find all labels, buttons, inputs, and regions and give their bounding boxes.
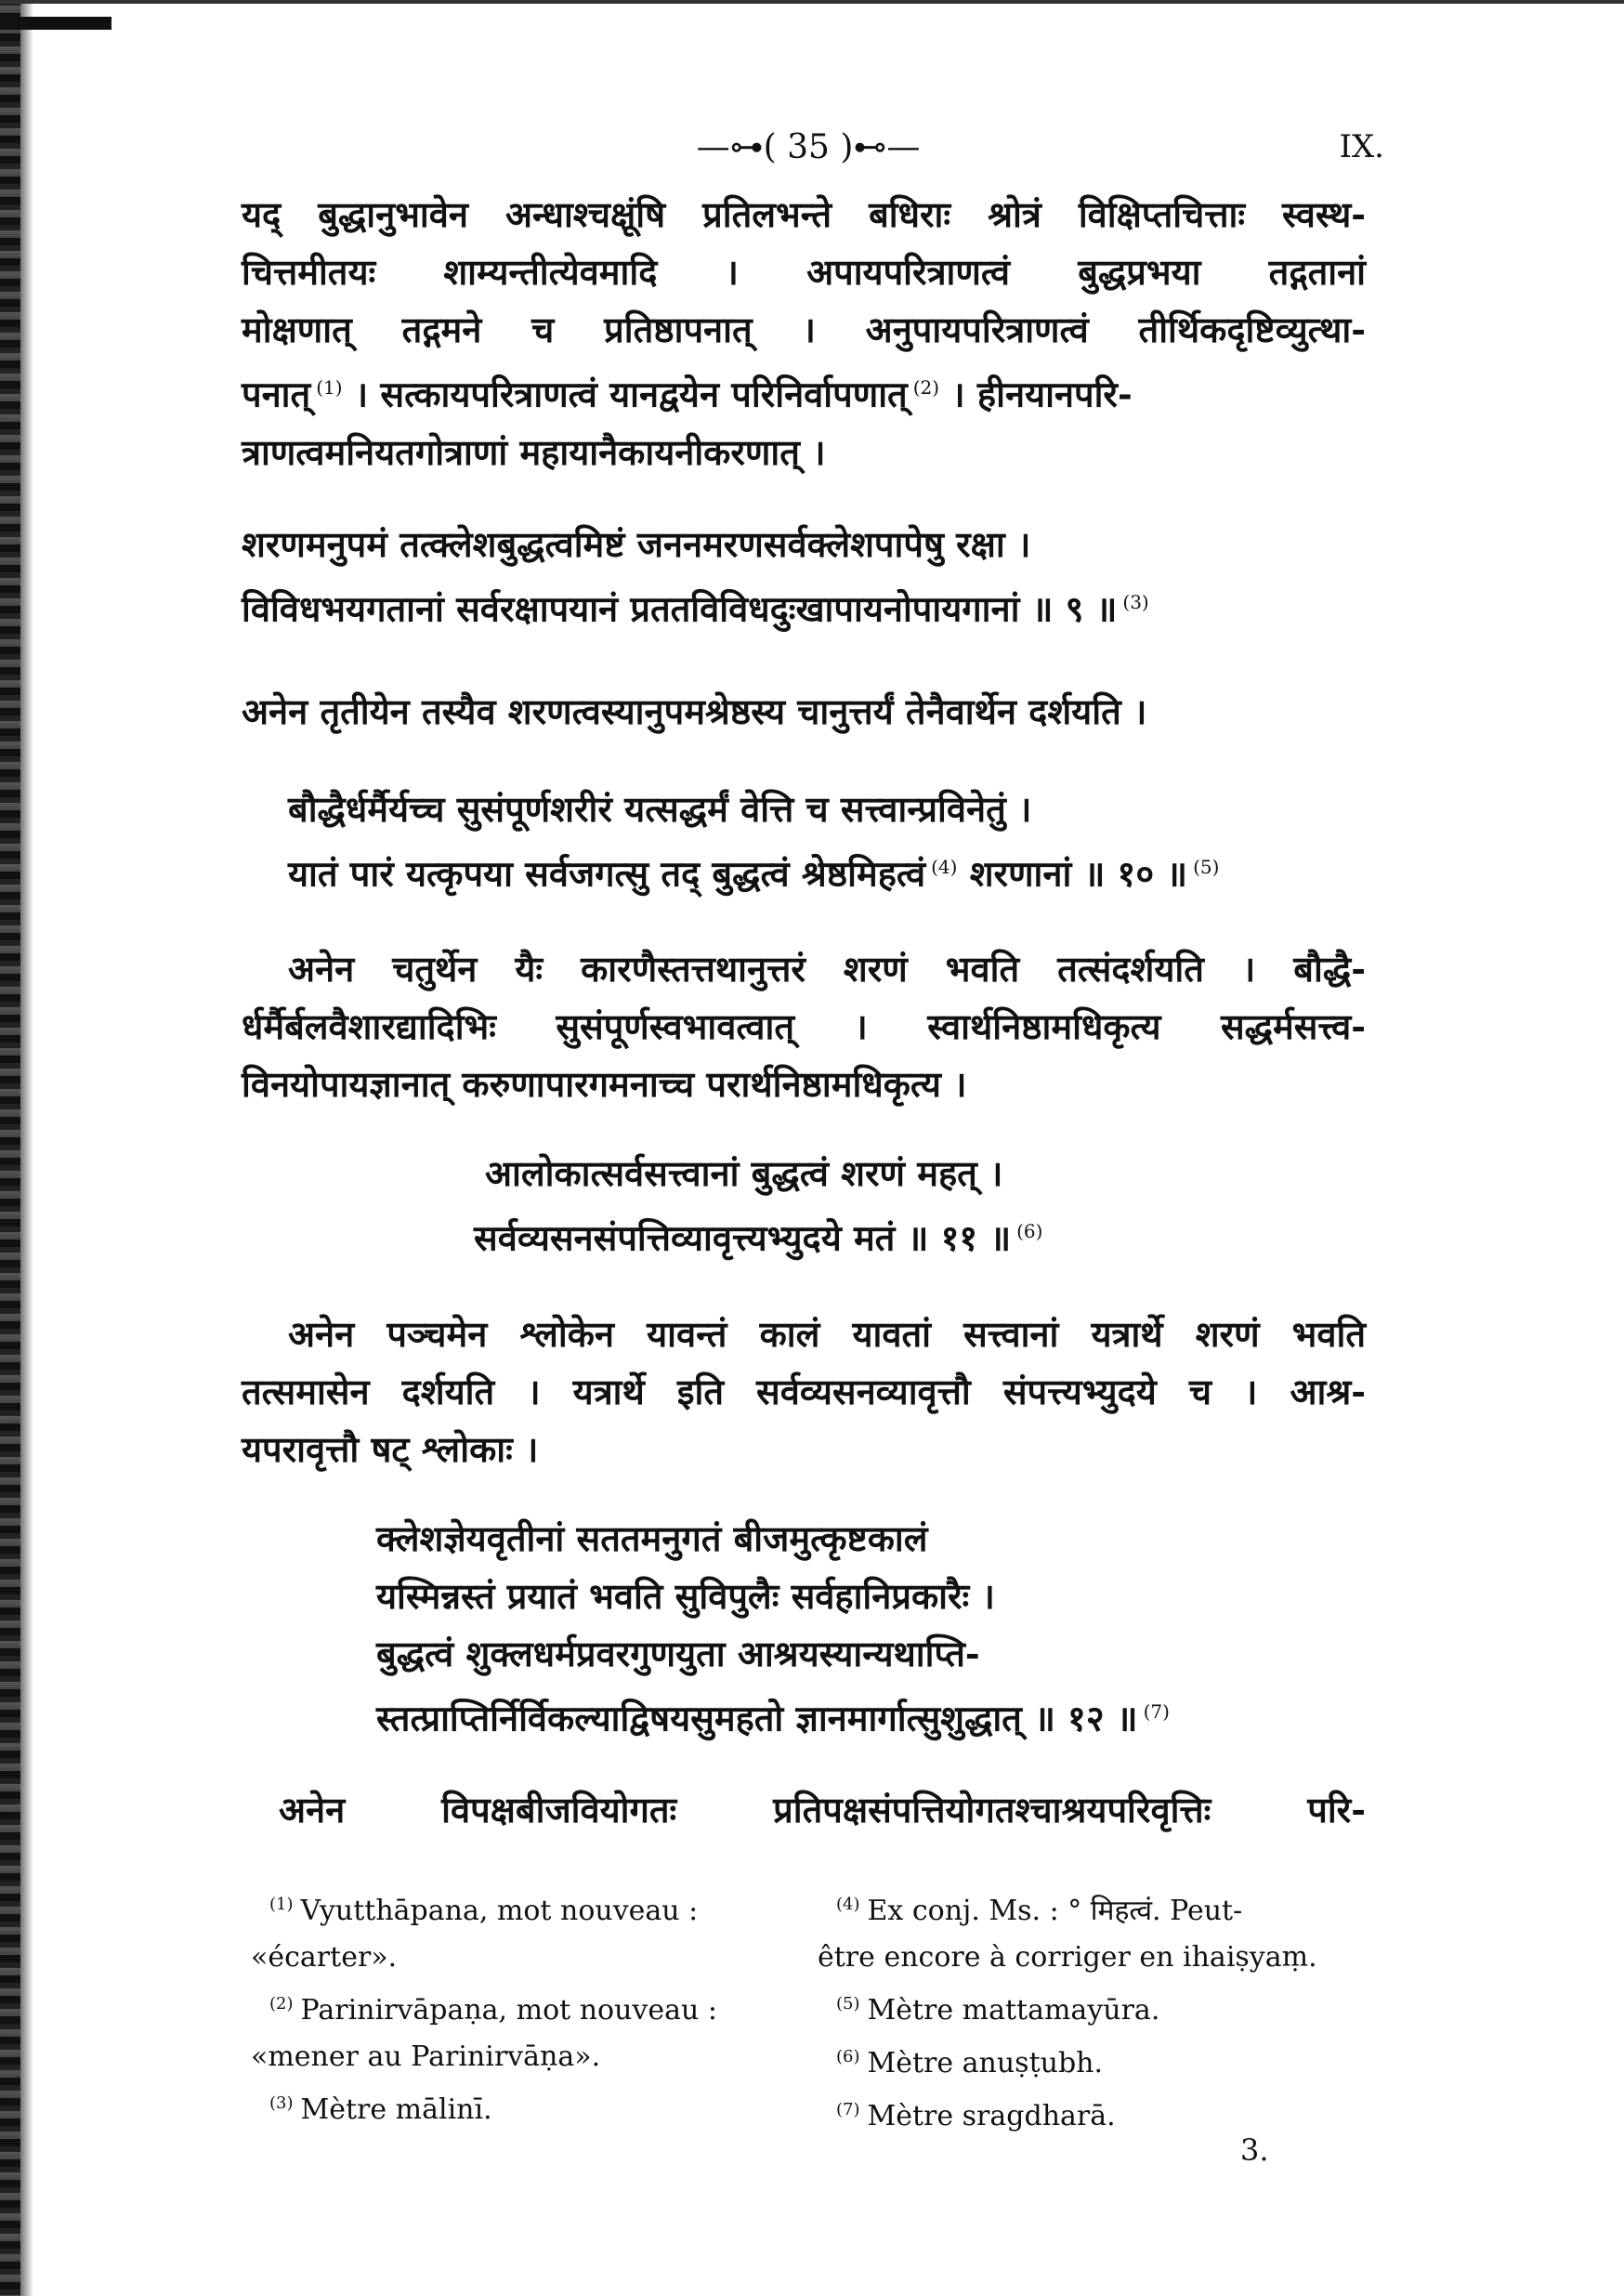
verse-line xyxy=(242,573,1384,638)
verse-line: शरणमनुपमं तत्क्लेशबुद्धत्वमिष्टं जननमरणसर्वक्लेशपापेषु रक्षा । xyxy=(242,523,1031,565)
verse-line: यस्मिन्नस्तं प्रयातं भवति सुविपुलैः सर्वहानिप्रकारैः । xyxy=(376,1575,995,1617)
text-line: तत्समासेन दर्शयति । यत्रार्थे इति सर्वव्यसनव्यावृत्तौ संपत्त्यभ्युदये च । आश्र- xyxy=(242,1371,1366,1412)
footnote-text: Mètre anuṣṭubh. xyxy=(867,2047,1104,2080)
page-binding-edge xyxy=(0,0,20,2296)
paragraph-2 xyxy=(242,683,1375,741)
footnote-ref-5: (5) xyxy=(1193,856,1220,878)
text-line: र्धर्मैर्बलवैशारद्यादिभिः सुसंपूर्णस्वभावत्वात् । स्वार्थनिष्ठामधिकृत्य सद्धर्मसत्त्व- xyxy=(242,1005,1366,1047)
verse-11 xyxy=(474,1145,1217,1267)
verse-line xyxy=(376,1683,1361,1748)
text-fragment: विविधभयगतानां सर्वरक्षापयानं प्रततविविधदुःखापायनोपायगानां ॥ ९ ॥ xyxy=(242,587,1118,630)
footnote-number: (3) xyxy=(269,2093,294,2113)
footnote-number: (7) xyxy=(836,2100,860,2119)
verse-9 xyxy=(242,516,1384,638)
text-line: अनेन पञ्चमेन श्लोकेन यावन्तं कालं यावतां सत्त्वानां यत्रार्थे शरणं भवति xyxy=(288,1313,1366,1355)
footnote-number: (2) xyxy=(269,1994,294,2014)
page-header xyxy=(242,128,1384,165)
verse-10 xyxy=(288,781,1403,903)
text-line: अनेन चतुर्थेन यैः कारणैस्तत्तथानुत्तरं शरणं भवति तत्संदर्शयति । बौद्धै- xyxy=(288,948,1366,990)
footnote-ref-3: (3) xyxy=(1122,591,1149,613)
signature-mark: IX. xyxy=(1339,128,1384,165)
text-fragment: सर्वव्यसनसंपत्तिव्यावृत्त्यभ्युदये मतं ॥ ११ ॥ xyxy=(474,1216,1012,1259)
text-fragment: पनात् xyxy=(242,373,311,415)
footnote-5 xyxy=(818,1981,1375,2034)
footnote-2 xyxy=(251,1981,771,2034)
paragraph-4 xyxy=(242,1305,1366,1478)
footnote-ref-2: (2) xyxy=(912,376,940,399)
verse-line: आलोकात्सर्वसत्त्वानां बुद्धत्वं शरणं महत् । xyxy=(485,1152,1003,1194)
text-line: त्राणत्वमनियतगोत्राणां महायानैकायनीकरणात् । xyxy=(242,430,826,473)
text-fragment: स्तत्प्राप्तिर्निर्विकल्याद्विषयसुमहतो ज्ञानमार्गात्सुशुद्धात् ॥ १२ ॥ xyxy=(376,1697,1138,1739)
footnotes-left-column xyxy=(251,1882,771,2133)
footnote-text: Vyutthāpana, mot nouveau : xyxy=(300,1895,699,1927)
signature-bottom: 3. xyxy=(1240,2132,1269,2168)
footnote-4 xyxy=(818,1882,1375,1935)
verse-line xyxy=(474,1202,1217,1267)
footnote-text: Ex conj. Ms. : ° मिहत्वं. Peut- xyxy=(867,1895,1243,1927)
verse-line: बौद्धैर्धर्मैर्यच्च सुसंपूर्णशरीरं यत्सद्धर्मं वेत्ति च सत्त्वान्प्रविनेतुं । xyxy=(288,788,1032,830)
footnotes-right-column xyxy=(818,1882,1375,2140)
text-fragment: । हीनयानपरि- xyxy=(951,373,1133,415)
page-binding-shadow xyxy=(20,0,33,2296)
footnote-number: (1) xyxy=(269,1895,294,1914)
footnote-number: (4) xyxy=(836,1895,860,1914)
footnote-6 xyxy=(818,2034,1375,2087)
footnote-3 xyxy=(251,2080,771,2133)
text-line xyxy=(242,359,1366,424)
footnote-2-cont xyxy=(251,2034,771,2080)
text-line: यद् बुद्धानुभावेन अन्धाश्चक्षूंषि प्रतिलभन्ते बधिराः श्रोत्रं विक्षिप्तचित्ताः स्वस्थ- xyxy=(242,193,1366,235)
footnote-number: (6) xyxy=(836,2047,860,2066)
top-rule xyxy=(0,0,1624,4)
footnote-text: «mener au Parinirvāṇa». xyxy=(251,2040,601,2073)
footnote-7 xyxy=(818,2087,1375,2140)
verse-line: क्लेशज्ञेयवृतीनां सततमनुगतं बीजमुत्कृष्टकालं xyxy=(376,1517,928,1559)
text-line: विनयोपायज्ञानात् करुणापारगमनाच्च परार्थनिष्ठामधिकृत्य । xyxy=(242,1063,967,1105)
text-line: अनेन विपक्षबीजवियोगतः प्रतिपक्षसंपत्तियोगतश्चाश्रयपरिवृत्तिः परि- xyxy=(279,1789,1366,1830)
footnote-1-cont xyxy=(251,1935,771,1981)
footnote-text: être encore à corriger en ihaiṣyaṃ. xyxy=(818,1941,1317,1974)
footnote-text: Mètre sragdharā. xyxy=(867,2100,1116,2132)
footnote-number: (5) xyxy=(836,1994,860,2014)
text-fragment: यातं पारं यत्कृपया सर्वजगत्सु तद् बुद्धत्वं श्रेष्ठमिहत्वं xyxy=(288,852,926,895)
text-line: अनेन तृतीयेन तस्यैव शरणत्वस्यानुपमश्रेष्ठस्य चानुत्तर्यं तेनैवार्थेन दर्शयति । xyxy=(242,690,1147,732)
paragraph-3 xyxy=(242,940,1366,1113)
footnote-ref-7: (7) xyxy=(1143,1700,1170,1723)
footnote-text: «écarter». xyxy=(251,1941,398,1974)
text-line: यपरावृत्तौ षट् श्लोकाः । xyxy=(242,1428,539,1470)
footnote-text: Mètre mālinī. xyxy=(300,2093,492,2126)
page-number: —⊶( 35 )⊷— xyxy=(696,128,921,166)
footnote-ref-1: (1) xyxy=(316,376,343,399)
footnote-ref-6: (6) xyxy=(1016,1220,1043,1242)
footnote-ref-4: (4) xyxy=(931,856,958,878)
paragraph-5 xyxy=(279,1781,1366,1839)
footnote-1 xyxy=(251,1882,771,1935)
text-fragment: । सत्कायपरित्राणत्वं यानद्वयेन परिनिर्वापणात् xyxy=(354,373,908,415)
paragraph-1 xyxy=(242,186,1366,481)
text-line: चित्तमीतयः शाम्यन्तीत्येवमादि । अपायपरित्राणत्वं बुद्धप्रभया तद्गतानां xyxy=(242,251,1366,293)
text-line: मोक्षणात् तद्गमने च प्रतिष्ठापनात् । अनुपायपरित्राणत्वं तीर्थिकदृष्टिव्युत्था- xyxy=(242,308,1366,350)
footnote-4-cont xyxy=(818,1935,1375,1981)
footnote-text: Mètre mattamayūra. xyxy=(867,1994,1160,2027)
top-tab-mark xyxy=(0,17,111,30)
footnote-text: Parinirvāpaṇa, mot nouveau : xyxy=(300,1994,717,2027)
verse-12 xyxy=(376,1510,1361,1748)
verse-line xyxy=(288,838,1403,903)
verse-line: बुद्धत्वं शुक्लधर्मप्रवरगुणयुता आश्रयस्यान्यथाप्ति- xyxy=(376,1633,980,1674)
text-fragment: शरणानां ॥ १० ॥ xyxy=(969,852,1188,895)
